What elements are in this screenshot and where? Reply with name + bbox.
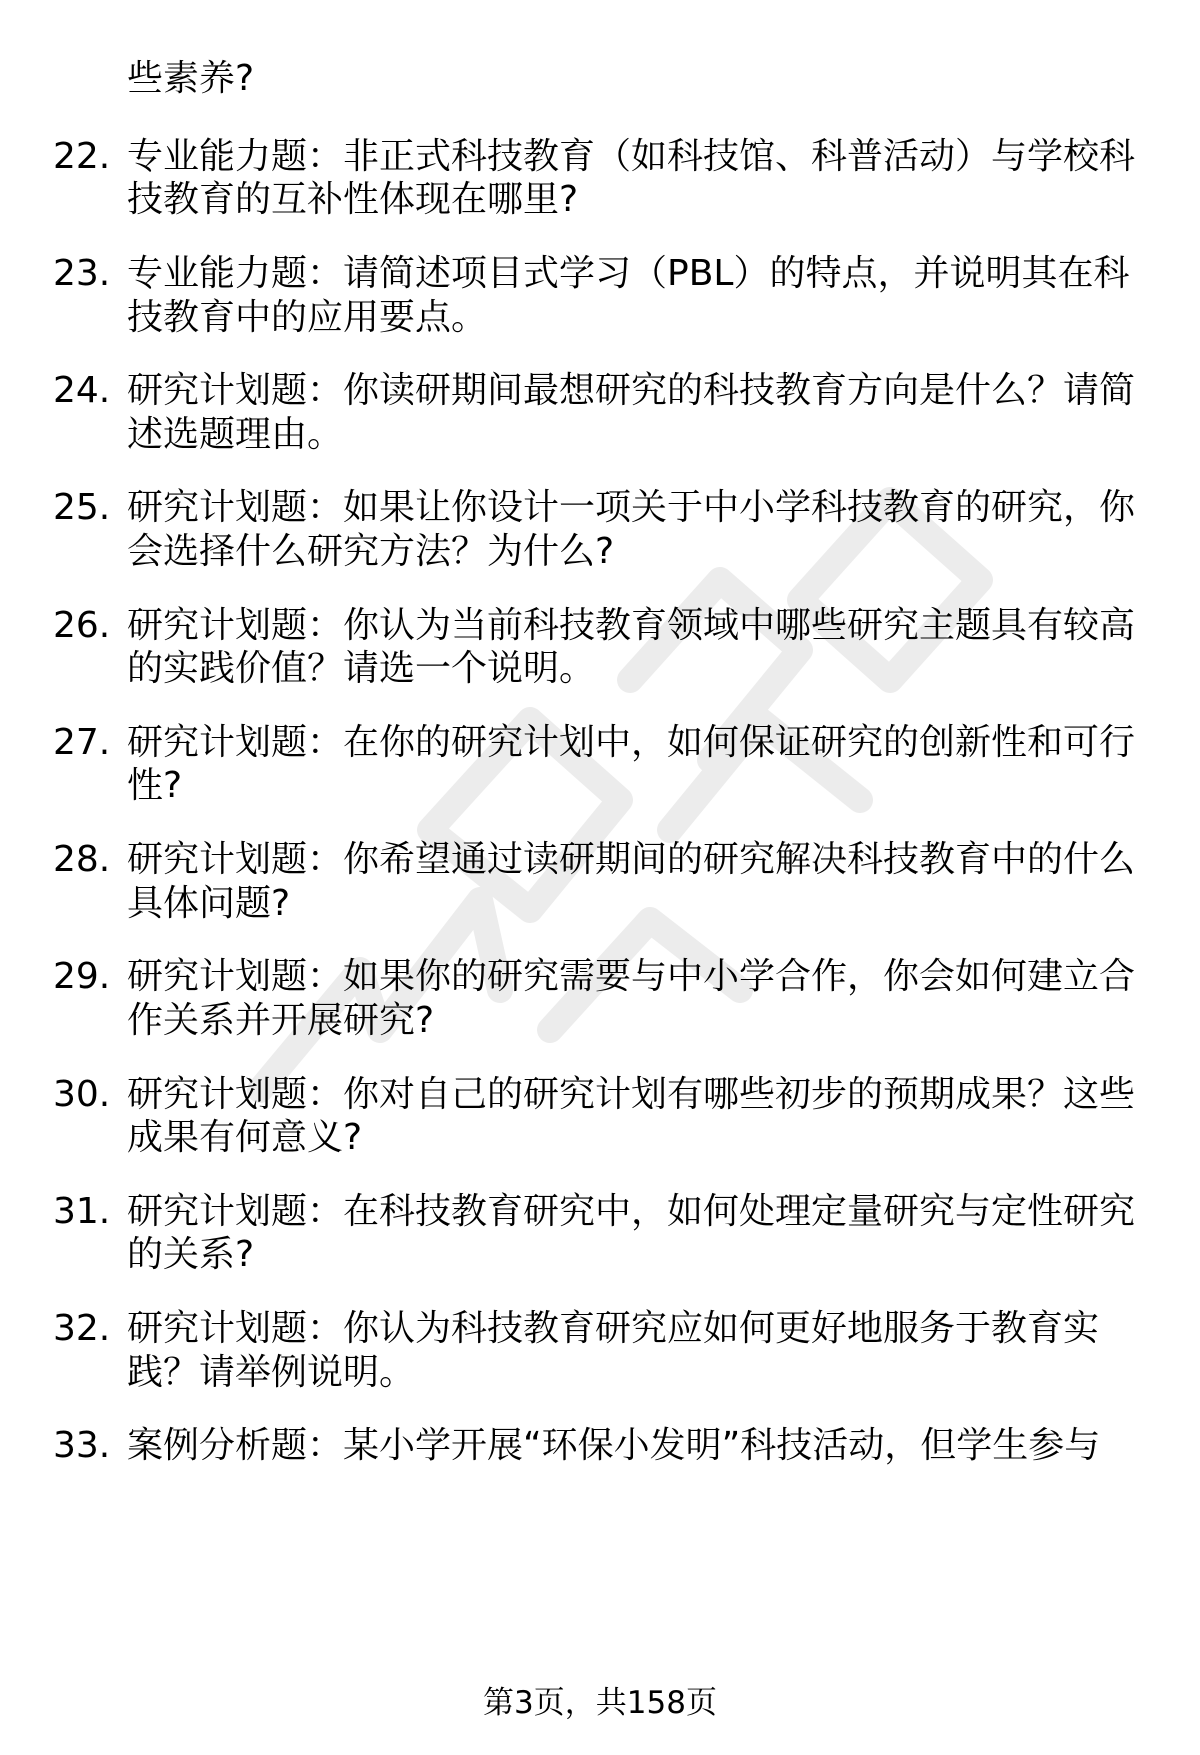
question-text: 研究计划题：在你的研究计划中，如何保证研究的创新性和可行	[127, 722, 1136, 763]
question-number: 22.	[53, 136, 111, 177]
question-number: 29.	[53, 956, 111, 997]
question-text: 专业能力题：非正式科技教育（如科技馆、科普活动）与学校科	[127, 136, 1136, 177]
page-footer: 第3页，共158页	[483, 1685, 717, 1721]
question-text: 研究计划题：你认为当前科技教育领域中哪些研究主题具有较高	[127, 605, 1136, 646]
question-text: 专业能力题：请简述项目式学习（PBL）的特点，并说明其在科	[127, 253, 1130, 294]
question-number: 26.	[53, 605, 111, 646]
question-number: 28.	[53, 839, 111, 880]
question-text: 践？请举例说明。	[127, 1352, 416, 1393]
question-number: 27.	[53, 722, 111, 763]
question-text: 研究计划题：如果让你设计一项关于中小学科技教育的研究，你	[127, 487, 1136, 528]
question-text: 述选题理由。	[127, 414, 344, 455]
question-text: 的关系?	[127, 1234, 255, 1275]
question-text: 性?	[127, 765, 183, 806]
question-text: 技教育中的应用要点。	[127, 297, 488, 338]
question-text: 作关系并开展研究?	[127, 1000, 435, 1041]
question-text: 具体问题?	[127, 883, 291, 924]
question-text: 研究计划题：如果你的研究需要与中小学合作，你会如何建立合	[127, 956, 1136, 997]
question-text: 研究计划题：你认为科技教育研究应如何更好地服务于教育实	[127, 1308, 1100, 1349]
question-number: 25.	[53, 487, 111, 528]
question-text: 成果有何意义?	[127, 1117, 363, 1158]
question-number: 24.	[53, 370, 111, 411]
question-text: 研究计划题：你读研期间最想研究的科技教育方向是什么？请简	[127, 370, 1136, 411]
question-number: 31.	[53, 1191, 111, 1232]
question-text: 研究计划题：你希望通过读研期间的研究解决科技教育中的什么	[127, 839, 1136, 880]
question-text: 会选择什么研究方法？为什么?	[127, 531, 615, 572]
question-text: 案例分析题：某小学开展“环保小发明”科技活动，但学生参与	[127, 1425, 1101, 1466]
question-text: 研究计划题：你对自己的研究计划有哪些初步的预期成果？这些	[127, 1074, 1136, 1115]
question-number: 33.	[53, 1425, 111, 1466]
question-text: 研究计划题：在科技教育研究中，如何处理定量研究与定性研究	[127, 1191, 1136, 1232]
question-text: 技教育的互补性体现在哪里?	[127, 179, 579, 220]
question-text: 些素养?	[127, 58, 255, 99]
question-number: 23.	[53, 253, 111, 294]
question-text: 的实践价值？请选一个说明。	[127, 648, 596, 689]
question-number: 32.	[53, 1308, 111, 1349]
question-number: 30.	[53, 1074, 111, 1115]
